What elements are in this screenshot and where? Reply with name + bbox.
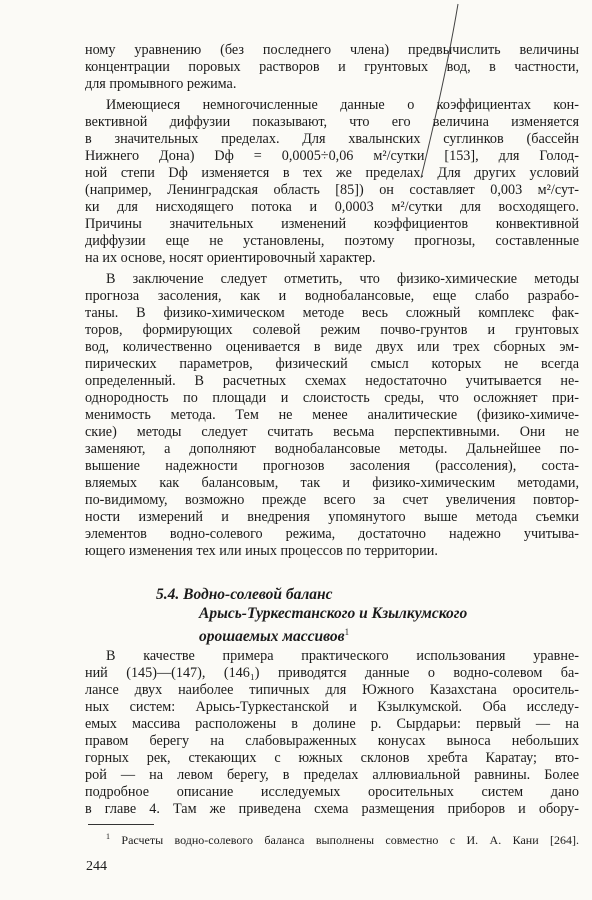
text-line: ности измерений и внедрения упомянутого выше метода съемки xyxy=(85,509,579,525)
text-line: подробное описание исследуемых оросительных систем дано xyxy=(85,784,579,800)
text-line: однородность по площади и слоистость среды, что осложняет при- xyxy=(85,390,579,406)
text-line: правом берегу на слабовыраженных конусах выноса небольших xyxy=(85,733,579,749)
text-line: В заключение следует отметить, что физико-химические методы xyxy=(106,271,579,287)
text-line: вод, количественно оценивается в виде двух или трех сборных эм- xyxy=(85,339,579,355)
text-line: торов, формирующих солевой режим почво-грунтов и грунтовых xyxy=(85,322,579,338)
text-line: емых массива расположены в долине р. Сырдарьи: первый — на xyxy=(85,716,579,732)
text-line: элементов водно-солевого режима, достаточно надежно учитыва- xyxy=(85,526,579,542)
text-line: ские) методы следует считать весьма перспективными. Они не xyxy=(85,424,579,440)
text-line: для промывного режима. xyxy=(85,76,237,92)
section-title-line: Арысь-Туркестанского и Кзылкумского xyxy=(199,605,468,622)
text-line: вышение надежности прогнозов засоления (рассоления), соста- xyxy=(85,458,579,474)
text-line: концентрации поровых растворов и грунтовых вод, в частности, xyxy=(85,59,579,75)
text-line: Причины значительных изменений коэффициентов конвективной xyxy=(85,216,579,232)
text-line: лансе двух наиболее типичных для Южного Казахстана ороситель- xyxy=(85,682,579,698)
text-line: ний (145)—(147), (146₁) приводятся данные о водно-солевом ба- xyxy=(85,665,579,681)
text-line: вективной диффузии показывают, что его величина изменяется xyxy=(85,114,579,130)
text-line: В качестве примера практического использования уравне- xyxy=(106,648,579,664)
text-line: ному уравнению (без последнего члена) предвычислить величины xyxy=(85,42,579,58)
footnote-reference: 1 xyxy=(344,627,350,637)
text-line: в главе 4. Там же приведена схема размещения приборов и обору- xyxy=(85,801,579,817)
footnote-text: Расчеты водно-солевого баланса выполнены совместно с И. А. Кани [264]. xyxy=(121,833,580,847)
section-title-line: Водно-солевой баланс xyxy=(183,586,333,603)
text-line: Нижнего Дона) Dф = 0,0005÷0,06 м²/сутки [153], для Голод- xyxy=(85,148,579,164)
text-line: прогноза засоления, как и воднобалансовые, еще слабо разрабо- xyxy=(85,288,579,304)
text-line: диффузии еще не установлены, поэтому прогнозы, составленные xyxy=(85,233,579,249)
text-line: по-видимому, возможно прежде всего за счет увеличения повтор- xyxy=(85,492,579,508)
footnote-mark: 1 xyxy=(106,832,110,841)
text-line: ки для нисходящего потока и 0,0003 м²/сутки для восходящего. xyxy=(85,199,579,215)
section-title-line: орошаемых массивов xyxy=(199,628,345,646)
text-line: определенный. В расчетных схемах недостаточно учитывается не- xyxy=(85,373,579,389)
section-number: 5.4. xyxy=(156,586,180,603)
text-line: заменяют, а дополняют воднобалансовые методы. Дальнейшее по- xyxy=(85,441,579,457)
text-line: пирических параметров, физический смысл которых не всегда xyxy=(85,356,579,372)
text-line: ных систем: Арысь-Туркестанской и Кзылкумской. Оба исследу- xyxy=(85,699,579,715)
text-line: Имеющиеся немногочисленные данные о коэффициентах кон- xyxy=(106,97,579,113)
text-line: в значительных пределах. Для хвалынских суглинков (бассейн xyxy=(85,131,579,147)
text-line: таны. В физико-химическом методе весь сложный комплекс фак- xyxy=(85,305,579,321)
text-line: горных рек, стекающих с южных склонов хребта Каратау; вто- xyxy=(85,750,579,766)
text-line: ной степи Dф изменяется в тех же пределах. Для других условий xyxy=(85,165,579,181)
page-number: 244 xyxy=(86,859,107,874)
text-line: на их основе, носят ориентировочный характер. xyxy=(85,250,376,266)
text-line: рой — на левом берегу, в пределах аллювиальной равнины. Более xyxy=(85,767,579,783)
text-line: ющего изменения тех или иных процессов по территории. xyxy=(85,543,438,559)
text-line: менимость метода. Тем не менее аналитические (физико-химиче- xyxy=(85,407,579,423)
text-line: вляемых как балансовым, так и физико-химическим методами, xyxy=(85,475,579,491)
text-line: (например, Ленинградская область [85]) он составляет 0,003 м²/сут- xyxy=(85,182,579,198)
